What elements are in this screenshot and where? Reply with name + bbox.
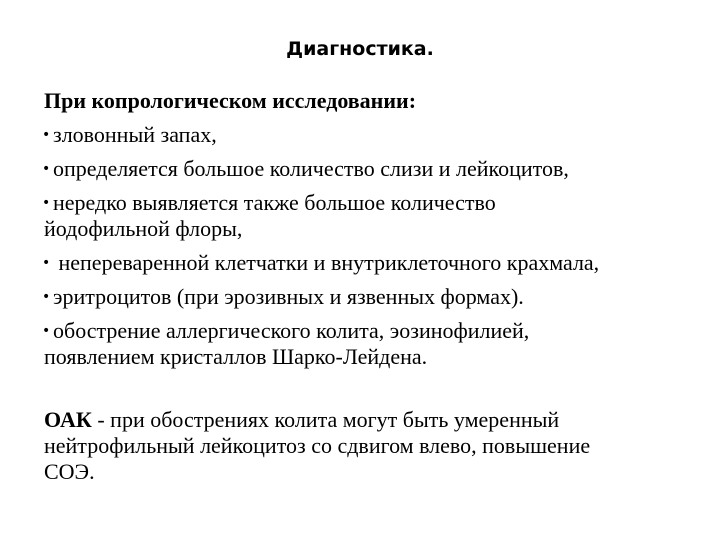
bullet-icon: • <box>42 255 51 271</box>
bullet-icon: • <box>42 289 51 305</box>
list-item-text-continuation: появлением кристаллов Шарко-Лейдена. <box>44 344 428 369</box>
list-item-text: зловонный запах, <box>53 122 217 147</box>
oak-text-line3: СОЭ. <box>44 459 95 484</box>
list-item-text: непереваренной клетчатки и внутриклеточного крахмала, <box>53 250 600 275</box>
section-heading: При копрологическом исследовании: <box>44 88 417 113</box>
list-item-text: эритроцитов (при эрозивных и язвенных формах). <box>53 284 524 309</box>
list-item <box>44 122 684 148</box>
bullet-icon: • <box>42 127 51 143</box>
list-item <box>44 284 684 310</box>
oak-text-line2: нейтрофильный лейкоцитоз со сдвигом влево, повышение <box>44 433 591 458</box>
bullet-icon: • <box>42 161 51 177</box>
list-item <box>44 156 684 182</box>
slide-content <box>44 86 684 485</box>
oak-text-line1: - при обострениях колита могут быть умеренный <box>91 407 560 432</box>
list-item-text: обострение аллергического колита, эозинофилией, <box>53 318 530 343</box>
list-item <box>44 190 684 242</box>
list-item-text: нередко выявляется также большое количество <box>53 190 496 215</box>
list-item <box>44 318 684 370</box>
slide-title: Диагностика. <box>286 38 434 60</box>
oak-label: ОАК <box>44 407 92 432</box>
bullet-icon: • <box>42 195 51 211</box>
list-item <box>44 250 684 276</box>
bullet-icon: • <box>42 323 51 339</box>
list-item-text-continuation: йодофильной флоры, <box>44 216 243 241</box>
list-item-text: определяется большое количество слизи и лейкоцитов, <box>53 156 569 181</box>
oak-paragraph <box>44 407 684 485</box>
